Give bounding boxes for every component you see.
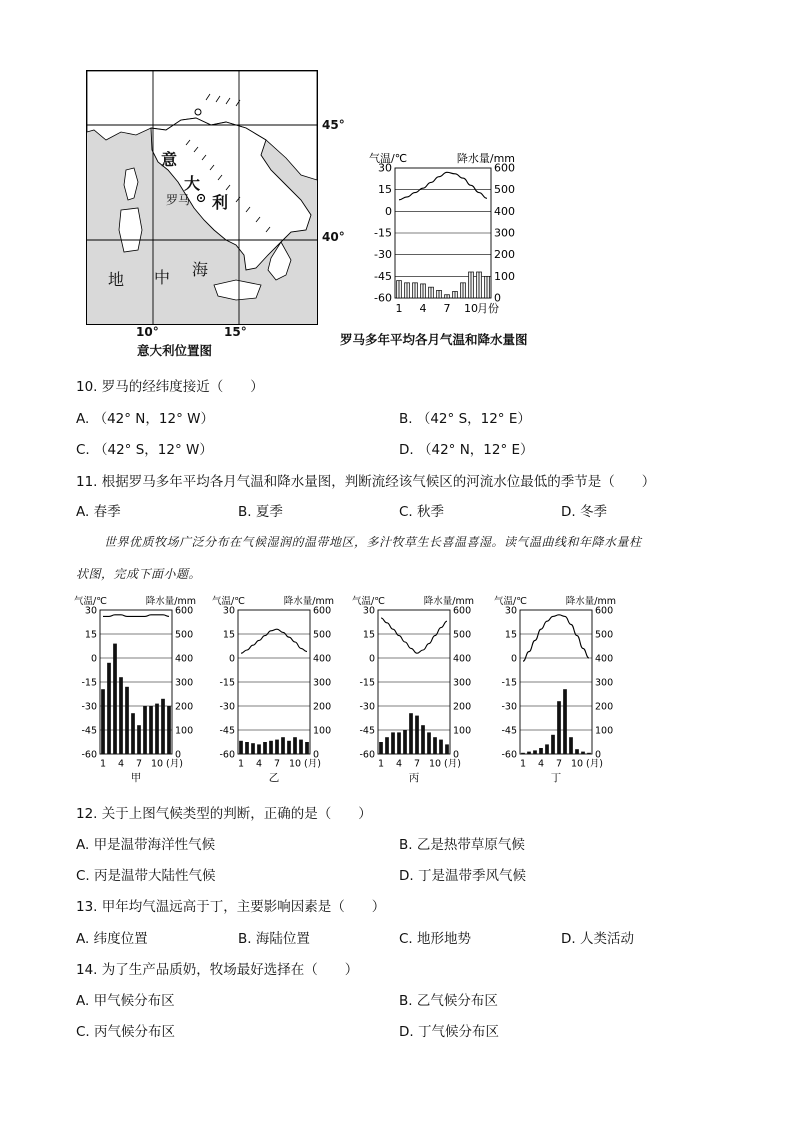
map-label-li: 利 bbox=[212, 193, 229, 212]
chart4-precip-bar bbox=[551, 735, 555, 754]
chart4-ytick: 15 bbox=[504, 629, 517, 641]
chart2-precip-bar bbox=[305, 742, 309, 754]
chart1-y2label: 降水量/mm bbox=[145, 596, 196, 607]
chart1-precip-bar bbox=[149, 706, 153, 754]
chart2-ytick: -15 bbox=[219, 677, 235, 689]
rome-precip-bar bbox=[421, 284, 426, 298]
chart4-temp-curve bbox=[523, 615, 589, 661]
q12-option-d[interactable]: D. 丁是温带季风气候 bbox=[399, 868, 526, 884]
chart3-ytick: -45 bbox=[359, 725, 375, 737]
chart3-y2label: 降水量/mm bbox=[423, 596, 474, 607]
chart1-precip-bar bbox=[125, 687, 129, 754]
rome-precip-bar bbox=[461, 283, 466, 298]
q14-option-c[interactable]: C. 丙气候分布区 bbox=[76, 1024, 176, 1040]
chart2-precip-bar bbox=[245, 742, 249, 754]
q10-option-b[interactable]: B. （42° S，12° E） bbox=[399, 411, 531, 427]
chart4-ytick: -30 bbox=[501, 701, 517, 713]
rome-ytick: 15 bbox=[378, 183, 392, 197]
chart1-ytick: -30 bbox=[81, 701, 97, 713]
map-lat-40: 40° bbox=[322, 230, 345, 244]
chart1-xlabel: (月) bbox=[166, 758, 183, 770]
chart3-precip-bar bbox=[403, 730, 407, 754]
chart2-y2tick: 200 bbox=[313, 701, 332, 713]
chart4-ytick: -15 bbox=[501, 677, 517, 689]
rome-temp-curve bbox=[399, 172, 487, 199]
chart2-precip-bar bbox=[275, 740, 279, 754]
chart1-xtick: 10 bbox=[150, 758, 164, 770]
passage-line-2: 状图，完成下面小题。 bbox=[76, 567, 202, 581]
rome-ytick: 30 bbox=[378, 161, 392, 175]
q14-option-b[interactable]: B. 乙气候分布区 bbox=[399, 993, 498, 1009]
chart2-y2tick: 400 bbox=[313, 653, 332, 665]
chart1-y2tick: 600 bbox=[175, 605, 194, 617]
chart1-ytick: 30 bbox=[84, 605, 97, 617]
chart3-precip-bar bbox=[445, 744, 449, 754]
map-caption: 意大利位置图 bbox=[137, 343, 213, 358]
chart3-y2tick: 300 bbox=[453, 677, 472, 689]
rome-y2tick: 200 bbox=[494, 248, 515, 262]
q11-option-d[interactable]: D. 冬季 bbox=[561, 504, 607, 520]
chart3-precip-bar bbox=[439, 740, 443, 754]
chart1-precip-bar bbox=[161, 699, 165, 754]
q13-option-d[interactable]: D. 人类活动 bbox=[561, 931, 634, 947]
chart4-precip-bar bbox=[587, 753, 591, 754]
q10-option-d[interactable]: D. （42° N，12° E） bbox=[399, 442, 534, 458]
chart1-precip-bar bbox=[101, 689, 105, 754]
chart3-y2tick: 0 bbox=[453, 749, 460, 761]
rome-y2tick: 100 bbox=[494, 269, 515, 283]
chart4-name: 丁 bbox=[550, 772, 562, 784]
chart4-y2tick: 100 bbox=[595, 725, 614, 737]
chart2-precip-bar bbox=[263, 742, 267, 754]
chart3-ytick: -60 bbox=[359, 749, 375, 761]
rome-precip-bar bbox=[437, 290, 442, 298]
chart2-xtick: 7 bbox=[273, 758, 281, 770]
rome-precip-bar bbox=[453, 292, 458, 299]
chart4-y2tick: 300 bbox=[595, 677, 614, 689]
chart4-xlabel: (月) bbox=[586, 758, 603, 770]
map-lon-10: 10° bbox=[136, 325, 159, 339]
q12-stem: 12. 关于上图气候类型的判断，正确的是（ ） bbox=[76, 806, 372, 822]
chart1-precip-bar bbox=[119, 677, 123, 754]
map-label-zhong: 中 bbox=[154, 268, 171, 287]
chart2-xtick: 4 bbox=[255, 758, 263, 770]
chart1-xtick: 7 bbox=[135, 758, 143, 770]
chart1-precip-bar bbox=[113, 644, 117, 754]
chart3-precip-bar bbox=[379, 742, 383, 754]
q13-stem: 13. 甲年均气温远高于丁，主要影响因素是（ ） bbox=[76, 899, 386, 915]
map-label-hai: 海 bbox=[192, 260, 209, 279]
chart2-ytick: -30 bbox=[219, 701, 235, 713]
chart2-precip-bar bbox=[293, 737, 297, 754]
chart1-ylabel: 气温/℃ bbox=[74, 596, 107, 607]
rome-ytick: -60 bbox=[374, 291, 392, 305]
map-label-rome: 罗马 bbox=[166, 193, 191, 207]
rome-y2tick: 0 bbox=[494, 291, 501, 305]
rome-y2tick: 500 bbox=[494, 183, 515, 197]
chart2-ytick: -45 bbox=[219, 725, 235, 737]
q12-option-c[interactable]: C. 丙是温带大陆性气候 bbox=[76, 868, 216, 884]
chart2-xtick: 1 bbox=[237, 758, 245, 770]
chart2-precip-bar bbox=[281, 737, 285, 754]
chart4-precip-bar bbox=[569, 737, 573, 754]
chart2-precip-bar bbox=[257, 744, 261, 754]
chart3-ylabel: 气温/℃ bbox=[352, 596, 385, 607]
chart1-y2tick: 400 bbox=[175, 653, 194, 665]
chart2-xtick: 10 bbox=[288, 758, 302, 770]
rome-xtick: 7 bbox=[443, 302, 451, 315]
q10-option-a[interactable]: A. （42° N，12° W） bbox=[76, 411, 214, 427]
chart1-precip-bar bbox=[143, 706, 147, 754]
chart4-ytick: -45 bbox=[501, 725, 517, 737]
chart3-y2tick: 400 bbox=[453, 653, 472, 665]
chart3-ytick: 0 bbox=[368, 653, 375, 665]
chart3-y2tick: 600 bbox=[453, 605, 472, 617]
rome-ylabel: 气温/℃ bbox=[369, 152, 408, 165]
chart1-precip-bar bbox=[167, 706, 171, 754]
chart4-precip-bar bbox=[581, 752, 585, 754]
chart1-ytick: 0 bbox=[90, 653, 97, 665]
rome-precip-bar bbox=[413, 283, 418, 298]
chart2-ytick: 30 bbox=[222, 605, 235, 617]
chart1-y2tick: 200 bbox=[175, 701, 194, 713]
rome-y2label: 降水量/mm bbox=[456, 152, 515, 165]
chart3-y2tick: 500 bbox=[453, 629, 472, 641]
rome-chart-caption: 罗马多年平均各月气温和降水量图 bbox=[340, 332, 528, 347]
rome-ytick: -15 bbox=[374, 226, 392, 240]
rome-ytick: 0 bbox=[385, 204, 392, 218]
q11-option-c[interactable]: C. 秋季 bbox=[399, 504, 445, 520]
chart1-precip-bar bbox=[155, 704, 159, 754]
chart4-precip-bar bbox=[533, 750, 537, 754]
chart4-y2tick: 400 bbox=[595, 653, 614, 665]
q14-stem: 14. 为了生产品质奶，牧场最好选择在（ ） bbox=[76, 962, 359, 978]
chart3-y2tick: 100 bbox=[453, 725, 472, 737]
chart2-precip-bar bbox=[287, 741, 291, 754]
chart1-y2tick: 100 bbox=[175, 725, 194, 737]
q10-option-c[interactable]: C. （42° S，12° W） bbox=[76, 442, 213, 458]
chart3-precip-bar bbox=[391, 732, 395, 754]
chart4-y2tick: 0 bbox=[595, 749, 602, 761]
chart1-temp-curve bbox=[103, 615, 169, 617]
chart3-ytick: -30 bbox=[359, 701, 375, 713]
chart2-xlabel: (月) bbox=[304, 758, 321, 770]
chart3-xtick: 4 bbox=[395, 758, 403, 770]
chart3-precip-bar bbox=[421, 725, 425, 754]
rome-precip-bar bbox=[445, 295, 450, 298]
chart2-y2tick: 600 bbox=[313, 605, 332, 617]
chart2-y2tick: 500 bbox=[313, 629, 332, 641]
chart1-ytick: 15 bbox=[84, 629, 97, 641]
chart2-temp-curve bbox=[241, 629, 307, 653]
rome-precip-bar bbox=[429, 287, 434, 298]
chart1-ytick: -15 bbox=[81, 677, 97, 689]
chart1-precip-bar bbox=[107, 663, 111, 754]
chart2-precip-bar bbox=[299, 740, 303, 754]
climate-chart-jia bbox=[72, 592, 212, 792]
chart2-y2label: 降水量/mm bbox=[283, 596, 334, 607]
chart4-precip-bar bbox=[527, 752, 531, 754]
q11-option-b[interactable]: B. 夏季 bbox=[238, 504, 283, 520]
q14-option-a[interactable]: A. 甲气候分布区 bbox=[76, 993, 175, 1009]
climate-chart-ding bbox=[492, 592, 632, 792]
chart1-y2tick: 500 bbox=[175, 629, 194, 641]
q10-stem: 10. 罗马的经纬度接近（ ） bbox=[76, 379, 264, 395]
chart1-ytick: -60 bbox=[81, 749, 97, 761]
chart4-ytick: 30 bbox=[504, 605, 517, 617]
map-label-di: 地 bbox=[108, 270, 125, 289]
rome-xtick: 4 bbox=[419, 302, 427, 315]
q12-option-b[interactable]: B. 乙是热带草原气候 bbox=[399, 837, 525, 853]
chart4-xtick: 1 bbox=[519, 758, 527, 770]
chart4-precip-bar bbox=[557, 701, 561, 754]
chart3-y2tick: 200 bbox=[453, 701, 472, 713]
chart2-precip-bar bbox=[269, 741, 273, 754]
chart1-y2tick: 0 bbox=[175, 749, 182, 761]
rome-precip-bar bbox=[405, 283, 410, 298]
chart4-precip-bar bbox=[545, 744, 549, 754]
chart4-xtick: 4 bbox=[537, 758, 545, 770]
chart2-y2tick: 0 bbox=[313, 749, 320, 761]
map-lat-45: 45° bbox=[322, 118, 345, 132]
chart4-ylabel: 气温/℃ bbox=[494, 596, 527, 607]
q13-option-c[interactable]: C. 地形地势 bbox=[399, 931, 472, 947]
chart3-xlabel: (月) bbox=[444, 758, 461, 770]
chart4-xtick: 10 bbox=[570, 758, 584, 770]
chart2-y2tick: 300 bbox=[313, 677, 332, 689]
rome-y2tick: 300 bbox=[494, 226, 515, 240]
chart3-xtick: 7 bbox=[413, 758, 421, 770]
chart1-xtick: 1 bbox=[99, 758, 107, 770]
rome-y2tick: 600 bbox=[494, 161, 515, 175]
chart4-y2tick: 600 bbox=[595, 605, 614, 617]
chart4-ytick: -60 bbox=[501, 749, 517, 761]
rome-ytick: -45 bbox=[374, 269, 392, 283]
rome-precip-bar bbox=[485, 276, 490, 298]
q11-option-a[interactable]: A. 春季 bbox=[76, 504, 121, 520]
chart4-ytick: 0 bbox=[510, 653, 517, 665]
chart4-precip-bar bbox=[563, 689, 567, 754]
rome-y2tick: 400 bbox=[494, 204, 515, 218]
map-label-yi: 意 bbox=[161, 150, 178, 169]
chart3-precip-bar bbox=[415, 716, 419, 754]
chart2-precip-bar bbox=[251, 743, 255, 754]
chart1-ytick: -45 bbox=[81, 725, 97, 737]
q12-option-a[interactable]: A. 甲是温带海洋性气候 bbox=[76, 837, 216, 853]
chart1-precip-bar bbox=[137, 725, 141, 754]
chart4-precip-bar bbox=[539, 748, 543, 754]
chart2-ylabel: 气温/℃ bbox=[212, 596, 245, 607]
chart3-precip-bar bbox=[409, 713, 413, 754]
chart1-precip-bar bbox=[131, 713, 135, 754]
map-lon-15: 15° bbox=[224, 325, 247, 339]
chart4-y2tick: 500 bbox=[595, 629, 614, 641]
chart3-ytick: 15 bbox=[362, 629, 375, 641]
chart4-y2tick: 200 bbox=[595, 701, 614, 713]
rome-ytick: -30 bbox=[374, 248, 392, 262]
rome-xtick: 10 bbox=[464, 302, 478, 315]
rome-xtick: 1 bbox=[395, 302, 403, 315]
chart4-precip-bar bbox=[521, 753, 525, 754]
map-label-da: 大 bbox=[184, 174, 201, 193]
chart3-xtick: 1 bbox=[377, 758, 385, 770]
chart3-xtick: 10 bbox=[428, 758, 442, 770]
chart3-temp-curve bbox=[381, 618, 447, 653]
climate-chart-yi bbox=[210, 592, 350, 792]
rome-precip-bar bbox=[469, 272, 474, 298]
chart2-ytick: -60 bbox=[219, 749, 235, 761]
rome-climate-chart bbox=[355, 142, 535, 322]
chart2-precip-bar bbox=[239, 741, 243, 754]
rome-xlabel: 月份 bbox=[477, 302, 499, 315]
chart1-y2tick: 300 bbox=[175, 677, 194, 689]
chart2-name: 乙 bbox=[268, 772, 280, 784]
chart2-ytick: 15 bbox=[222, 629, 235, 641]
passage-line-1: 世界优质牧场广泛分布在气候湿润的温带地区，多汁牧草生长喜温喜湿。读气温曲线和年降水量柱 bbox=[104, 535, 642, 549]
chart2-y2tick: 100 bbox=[313, 725, 332, 737]
rome-precip-bar bbox=[477, 272, 482, 298]
chart3-precip-bar bbox=[385, 737, 389, 754]
chart4-precip-bar bbox=[575, 749, 579, 754]
chart3-ytick: 30 bbox=[362, 605, 375, 617]
q14-option-d[interactable]: D. 丁气候分布区 bbox=[399, 1024, 499, 1040]
chart1-xtick: 4 bbox=[117, 758, 125, 770]
chart3-precip-bar bbox=[433, 737, 437, 754]
q13-option-a[interactable]: A. 纬度位置 bbox=[76, 931, 148, 947]
chart3-precip-bar bbox=[427, 732, 431, 754]
chart2-ytick: 0 bbox=[228, 653, 235, 665]
chart3-ytick: -15 bbox=[359, 677, 375, 689]
chart3-precip-bar bbox=[397, 732, 401, 754]
chart3-name: 丙 bbox=[408, 772, 420, 784]
climate-chart-bing bbox=[350, 592, 490, 792]
rome-precip-bar bbox=[397, 281, 402, 298]
chart4-xtick: 7 bbox=[555, 758, 563, 770]
q11-stem: 11. 根据罗马多年平均各月气温和降水量图，判断流经该气候区的河流水位最低的季节是（ ） bbox=[76, 474, 656, 490]
chart1-name: 甲 bbox=[130, 772, 142, 784]
chart4-y2label: 降水量/mm bbox=[565, 596, 616, 607]
q13-option-b[interactable]: B. 海陆位置 bbox=[238, 931, 310, 947]
